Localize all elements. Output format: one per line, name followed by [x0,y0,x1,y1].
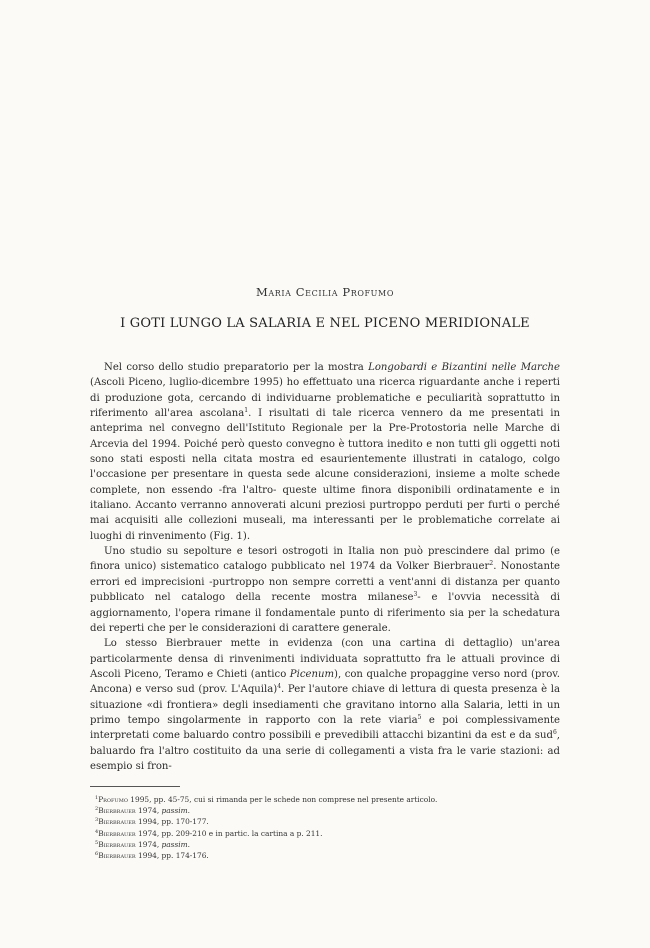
footnote-marker: 2 [489,560,494,568]
text-run: - e l'ovvia necessità di aggiornamento, l'opera rimane il fondamentale punto di riferimento sia per la schedatura dei reperti che per le considerazioni di carattere generale. [90,592,561,634]
footnotes [95,794,555,861]
text-run: Nel corso dello studio preparatorio per la mostra [104,362,369,373]
text-run: Uno studio su sepolture e tesori ostrogoti in Italia non può prescindere dal primo (e finora unico) sistematico catalogo pubblicato nel 1974 da Volker Bierbrauer [90,546,560,573]
text-run: , baluardo fra l'altro costituito da una serie di collegamenti a vista fra le varie stazioni: ad esempio si fron- [90,730,560,772]
footnote [95,794,555,805]
footnote-marker: 6 [552,729,557,737]
footnote-marker: 3 [413,591,418,599]
body-paragraph [90,360,560,544]
footnote-marker: 5 [417,713,422,721]
footnote-author: Bierbrauer [98,839,136,849]
footnote-marker: 4 [277,683,282,691]
footnote-text: 1994, pp. 170-177. [135,817,209,827]
footnote-number: 5 [95,839,99,846]
footnote-text: 1995, pp. 45-75, cui si rimanda per le schede non comprese nel presente articolo. [127,795,438,804]
footnote-italic: passim. [161,839,190,849]
footnote-text: 1994, pp. 174-176. [135,851,209,861]
footnote-number: 4 [95,828,99,835]
footnote-text: 1974, pp. 209-210 e in partic. la cartina a p. 211. [135,828,323,838]
text-run: ), con qualche propaggine verso nord (prov. Ancona) e verso sud (prov. L'Aquila) [90,668,560,696]
text-run: . Per l'autore chiave di lettura di questa presenza è la situazione «di frontiera» degli insediamenti che gravitano intorno alla Salaria, letti in un primo tempo singolarmente in rapporto con la rete viaria [90,684,560,726]
text-run: . I risultati di tale ricerca vennero da me presentati in anteprima nel convegno dell'Istituto Regionale per la Pre-Protostoria nelle Marche di Arcevia del 1994. Poiché però questo convegno è tuttora inedito e non tutti gli oggetti noti sono stati esposti nella citata mostra ed esaurientemente illustrati in catalogo, colgo l'occasione per presentare in questa sede alcune considerazioni, insieme a molte schede complete, non essendo -fra l'altro- queste ultime finora disponibili ordinatamente e in italiano. Accanto verranno annoverati alcuni preziosi purtroppo perduti per furti o perché mai acquisiti alle collezioni museali, ma interessanti per le problematiche correlate ai luoghi di rinvenimento (Fig. 1). [90,408,560,542]
author-name: Maria Cecilia Profumo [256,285,394,299]
footnote-author: Bierbrauer [98,806,136,816]
footnote [95,805,555,816]
article-body [90,360,560,774]
footnote-author: Bierbrauer [98,851,136,861]
footnote-text: 1974, [135,839,162,849]
footnote-author: Bierbrauer [98,828,136,838]
footnote-number: 1 [95,795,99,801]
footnote [95,850,555,861]
text-run: Lo stesso Bierbrauer mette in evidenza (con una cartina di dettaglio) un'area particolarmente densa di rinvenimenti individuata soprattutto fra le attuali province di Ascoli Piceno, Teramo e Chieti (antico [90,638,560,680]
body-paragraph [90,544,560,636]
footnote [95,839,555,850]
footnote-number: 6 [95,851,99,858]
footnote-divider [90,786,180,787]
footnote-marker: 1 [244,407,249,415]
text-run: (Ascoli Piceno, luglio-dicembre 1995) ho effettuato una ricerca riguardante anche i reperti di produzione gota, cercando di individuarne problematiche e peculiarità soprattutto in riferimento all'area ascolana [90,377,560,420]
text-run: . Nonostante errori ed imprecisioni -purtroppo non sempre corretti a vent'anni di distanza per quanto pubblicato nel catalogo della recente mostra milanese [90,561,560,604]
text-run: Picenum [289,668,335,680]
footnote-number: 2 [95,806,99,813]
footnote [95,816,555,827]
footnote-text: 1974, [135,806,162,816]
footnote-author: Profumo [98,795,128,804]
article-title: I GOTI LUNGO LA SALARIA E NEL PICENO MERIDIONALE [120,316,530,331]
footnote [95,828,555,839]
text-run: Longobardi e Bizantini nelle Marche [368,362,560,373]
footnote-number: 3 [95,817,99,824]
footnote-italic: passim. [161,806,190,816]
footnote-author: Bierbrauer [98,817,136,827]
text-run: e poi complessivamente interpretati come baluardo contro possibili e prevedibili attacchi bizantini da est e da sud [90,714,560,742]
body-paragraph [90,636,560,774]
